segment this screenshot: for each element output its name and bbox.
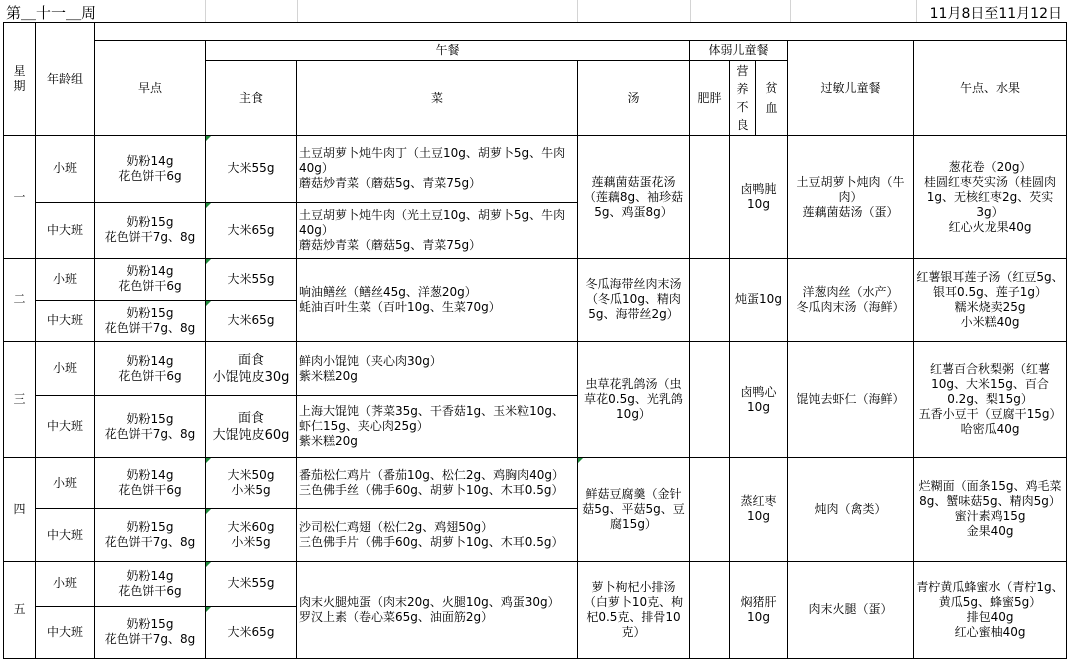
staple-cell: 面食 小馄饨皮30g — [206, 341, 297, 395]
dish-cell: 响油鳝丝（鳝丝45g、洋葱20g） 蚝油百叶生菜（百叶10g、生菜70g） — [297, 258, 578, 341]
day-label: 三 — [4, 341, 36, 457]
header-afternoon: 午点、水果 — [914, 41, 1067, 136]
header-malnutrition — [730, 61, 756, 136]
day-label: 二 — [4, 258, 36, 341]
soup-cell: 冬瓜海带丝肉末汤（冬瓜10g、精肉5g、海带丝2g） — [578, 258, 690, 341]
allergy-meal-cell: 炖肉（禽类） — [788, 458, 914, 561]
breakfast-cell: 奶粉15g 花色饼干7g、8g — [95, 396, 206, 458]
header-soup: 汤 — [578, 61, 690, 136]
dish-cell: 土豆胡萝卜炖牛肉丁（土豆10g、胡萝卜5g、牛肉40g） 蘑菇炒青菜（蘑菇5g、青菜75g） — [297, 136, 578, 202]
age-group-cell: 小班 — [36, 561, 95, 606]
gridline — [577, 0, 578, 22]
breakfast-cell: 奶粉14g 花色饼干6g — [95, 341, 206, 395]
staple-cell: 面食 大馄饨皮60g — [206, 396, 297, 458]
header-allergy: 过敏儿童餐 — [788, 41, 914, 136]
obese-cell — [690, 258, 730, 341]
age-group-cell: 小班 — [36, 341, 95, 395]
age-group-cell: 中大班 — [36, 396, 95, 458]
age-group-cell: 中大班 — [36, 202, 95, 258]
day-label: 四 — [4, 458, 36, 561]
age-group-cell: 小班 — [36, 136, 95, 202]
staple-cell: 大米55g — [206, 561, 297, 606]
age-group-cell: 中大班 — [36, 606, 95, 658]
staple-cell: 大米50g 小米5g — [206, 458, 297, 509]
sheet-title-bar — [0, 0, 1068, 22]
header-anemia — [756, 61, 788, 136]
dish-cell: 鲜肉小馄饨（夹心肉30g） 紫米糕20g — [297, 341, 578, 395]
breakfast-cell: 奶粉15g 花色饼干7g、8g — [95, 606, 206, 658]
header-dishes: 菜 — [297, 61, 578, 136]
day-label: 一 — [4, 136, 36, 258]
staple-cell: 大米55g — [206, 258, 297, 300]
obese-cell — [690, 561, 730, 658]
gridline — [790, 0, 791, 22]
staple-cell: 大米60g 小米5g — [206, 509, 297, 561]
gridline — [916, 0, 917, 22]
obese-cell — [690, 341, 730, 457]
soup-cell: 虫草花乳鸽汤（虫草花0.5g、光乳鸽10g） — [578, 341, 690, 457]
gridline — [297, 0, 298, 22]
obese-cell — [690, 136, 730, 258]
age-group-cell: 小班 — [36, 458, 95, 509]
dish-cell: 沙司松仁鸡翅（松仁2g、鸡翅50g） 三色佛手片（佛手60g、胡萝卜10g、木耳0.5g） — [297, 509, 578, 561]
soup-cell: 莲藕菌菇蛋花汤（莲藕8g、袖珍菇5g、鸡蛋8g） — [578, 136, 690, 258]
age-group-cell: 中大班 — [36, 300, 95, 341]
afternoon-snack-cell: 红薯银耳莲子汤（红豆5g、银耳0.5g、莲子1g） 糯米烧卖25g 小米糕40g — [914, 258, 1067, 341]
staple-cell: 大米55g — [206, 136, 297, 202]
anemia-meal-cell: 焖猪肝 10g — [730, 561, 788, 658]
age-group-cell: 中大班 — [36, 509, 95, 561]
header-weak-children: 体弱儿童餐 — [690, 41, 788, 61]
weekly-menu-table — [3, 22, 1067, 659]
allergy-meal-cell: 馄饨去虾仁（海鲜） — [788, 341, 914, 457]
breakfast-cell: 奶粉14g 花色饼干6g — [95, 561, 206, 606]
anemia-meal-cell: 卤鸭肫 10g — [730, 136, 788, 258]
afternoon-snack-cell: 烂糊面（面条15g、鸡毛菜8g、蟹味菇5g、精肉5g） 蜜汁素鸡15g 金果40g — [914, 458, 1067, 561]
dish-cell: 肉末火腿炖蛋（肉末20g、火腿10g、鸡蛋30g） 罗汉上素（卷心菜65g、油面筋2g） — [297, 561, 578, 658]
anemia-meal-cell: 炖蛋10g — [730, 258, 788, 341]
header-staple: 主食 — [206, 61, 297, 136]
age-group-cell: 小班 — [36, 258, 95, 300]
week-title: 第＿十一＿周 — [6, 4, 97, 22]
date-range: 11月8日至11月12日 — [929, 6, 1062, 22]
dish-cell: 上海大馄饨（荠菜35g、干香菇1g、玉米粒10g、虾仁15g、夹心肉25g） 紫米糕20g — [297, 396, 578, 458]
day-label: 五 — [4, 561, 36, 658]
header-malnutrition-text: 营养不良 — [736, 64, 749, 133]
header-obese: 肥胖 — [690, 61, 730, 136]
header-blank — [95, 23, 1067, 41]
breakfast-cell: 奶粉15g 花色饼干7g、8g — [95, 509, 206, 561]
header-lunch: 午餐 — [206, 41, 690, 61]
afternoon-snack-cell: 青柠黄瓜蜂蜜水（青柠1g、黄瓜5g、蜂蜜5g） 排包40g 红心蜜柚40g — [914, 561, 1067, 658]
header-anemia-text: 贫血 — [765, 81, 778, 116]
gridline — [690, 0, 691, 22]
header-breakfast: 早点 — [95, 41, 206, 136]
staple-cell: 大米65g — [206, 300, 297, 341]
header-day-text: 星期 — [13, 64, 26, 94]
breakfast-cell: 奶粉15g 花色饼干7g、8g — [95, 300, 206, 341]
header-age-group: 年龄组 — [36, 23, 95, 136]
breakfast-cell: 奶粉15g 花色饼干7g、8g — [95, 202, 206, 258]
afternoon-snack-cell: 葱花卷（20g） 桂圆红枣芡实汤（桂圆肉1g、无核红枣2g、芡实3g） 红心火龙果40g — [914, 136, 1067, 258]
staple-cell: 大米65g — [206, 606, 297, 658]
soup-cell: 鲜菇豆腐羹（金针菇5g、平菇5g、豆腐15g） — [578, 458, 690, 561]
breakfast-cell: 奶粉14g 花色饼干6g — [95, 458, 206, 509]
afternoon-snack-cell: 红薯百合秋梨粥（红薯10g、大米15g、百合0.2g、梨15g） 五香小豆干（豆腐干15g） 哈密瓜40g — [914, 341, 1067, 457]
header-day — [4, 23, 36, 136]
dish-cell: 土豆胡萝卜炖牛肉（光土豆10g、胡萝卜5g、牛肉40g） 蘑菇炒青菜（蘑菇5g、青菜75g） — [297, 202, 578, 258]
allergy-meal-cell: 肉末火腿（蛋） — [788, 561, 914, 658]
dish-cell: 番茄松仁鸡片（番茄10g、松仁2g、鸡胸肉40g） 三色佛手丝（佛手60g、胡萝卜10g、木耳0.5g） — [297, 458, 578, 509]
allergy-meal-cell: 土豆胡萝卜炖肉（牛肉） 莲藕菌菇汤（蛋） — [788, 136, 914, 258]
anemia-meal-cell: 蒸红枣 10g — [730, 458, 788, 561]
breakfast-cell: 奶粉14g 花色饼干6g — [95, 136, 206, 202]
staple-cell: 大米65g — [206, 202, 297, 258]
soup-cell: 萝卜枸杞小排汤（白萝卜10克、枸杞0.5克、排骨10克） — [578, 561, 690, 658]
allergy-meal-cell: 洋葱肉丝（水产） 冬瓜肉末汤（海鲜） — [788, 258, 914, 341]
gridline — [205, 0, 206, 22]
anemia-meal-cell: 卤鸭心 10g — [730, 341, 788, 457]
breakfast-cell: 奶粉14g 花色饼干6g — [95, 258, 206, 300]
obese-cell — [690, 458, 730, 561]
